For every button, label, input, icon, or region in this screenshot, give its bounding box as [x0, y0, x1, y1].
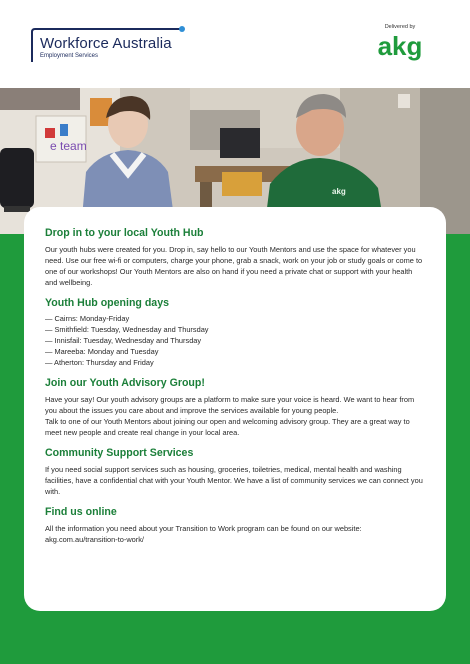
advisory-title: Join our Youth Advisory Group! — [45, 377, 205, 390]
brand-title: Workforce Australia — [40, 35, 172, 52]
list-item: — Mareeba: Monday and Tuesday — [45, 347, 159, 357]
community-title: Community Support Services — [45, 447, 194, 460]
drop-in-body: Our youth hubs were created for you. Drop in, say hello to our Youth Mentors and use the space for whatever you need. Use our free wi-fi or computers, charge your phone, grab a snack, work on your job or study goals or come to one of our workshops! Our Youth Mentors are also on hand if you need a private chat or support with your health and wellbeing. — [45, 244, 423, 287]
list-item: — Cairns: Monday-Friday — [45, 314, 130, 324]
online-body: All the information you need about your Transition to Work program can be found on our website: — [45, 523, 362, 533]
list-item: — Smithfield: Tuesday, Wednesday and Thursday — [45, 325, 209, 335]
brand-subtitle: Employment Services — [40, 53, 99, 59]
drop-in-title: Drop in to your local Youth Hub — [45, 227, 204, 239]
advisory-body-1: Have your say! Our youth advisory groups are a platform to make sure your voice is heard. We want to hear from you about the issues you care about and improve the services available for young people. — [45, 395, 415, 416]
poster-text: e team — [50, 139, 87, 153]
list-item: — Innisfail: Tuesday, Wednesday and Thursday — [45, 336, 202, 346]
online-title: Find us online — [45, 505, 117, 518]
delivered-by-label: Delivered by — [384, 24, 416, 30]
akg-logo-icon — [370, 31, 430, 63]
shirt-logo-text: akg — [332, 187, 346, 196]
workforce-australia-logo — [28, 26, 188, 66]
header — [0, 0, 470, 88]
akg-logo-text: akg — [377, 31, 423, 61]
opening-days-title: Youth Hub opening days — [45, 296, 169, 309]
opening-days-list — [45, 313, 424, 368]
list-item: — Atherton: Thursday and Friday — [45, 358, 154, 368]
community-body: If you need social support services such as housing, groceries, toiletries, medical, mental health and washing facilities, have a confidential chat with your Youth Mentor. We have a list of community services we can connect you with. — [45, 464, 423, 496]
akg-logo-block — [370, 24, 430, 68]
content-card — [24, 207, 446, 611]
website-link[interactable]: akg.com.au/transition-to-work/ — [45, 534, 144, 544]
advisory-body-2: Talk to one of our Youth Mentors about joining our open and welcoming advisory group. They are a great way to meet new people and create real change in your local area. — [45, 417, 410, 438]
